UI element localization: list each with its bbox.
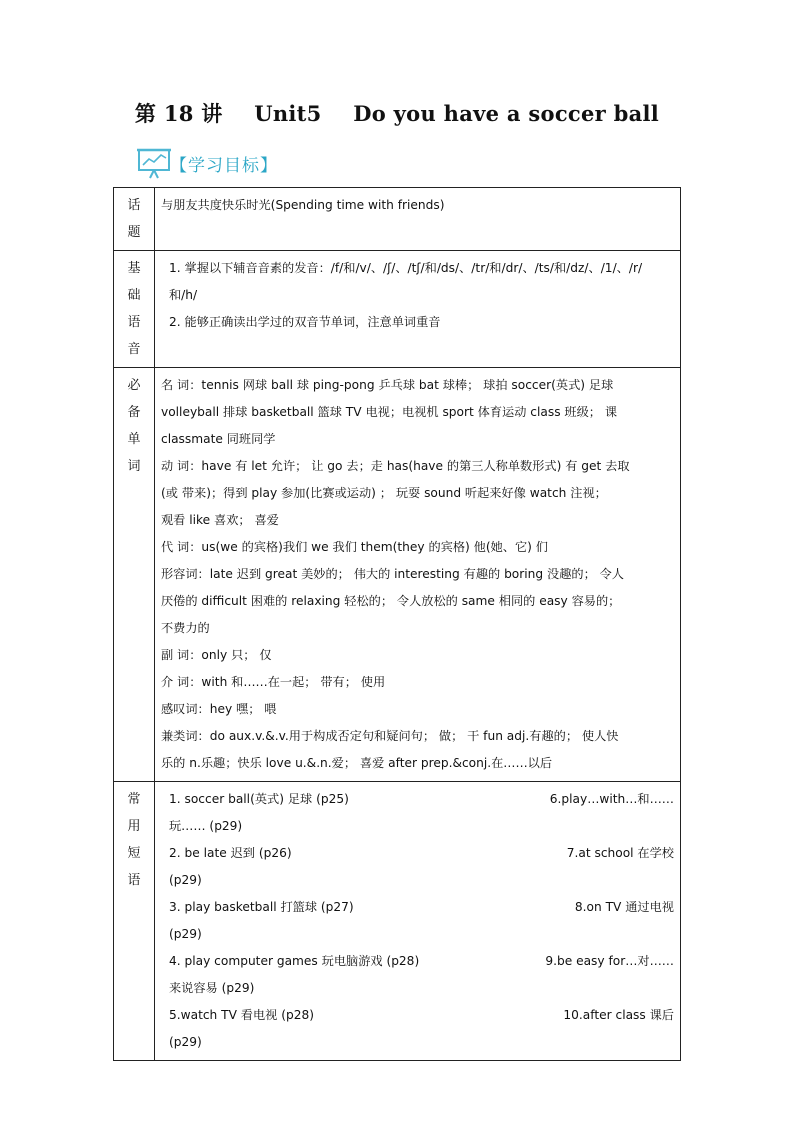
- vocab-line: 感叹词：hey 嘿； 喂: [161, 702, 277, 716]
- page-title: [0, 98, 794, 128]
- vocab-row-label: 必 备 单 词: [114, 368, 155, 782]
- unit-label: Unit5: [254, 101, 322, 126]
- vocab-line: 动 词：have 有 let 允许； 让 go 去；走 has(have 的第三人称单数形式) 有 get 去取: [161, 459, 630, 473]
- vocab-line: volleyball 排球 basketball 篮球 TV 电视；电视机 sport 体育运动 class 班级； 课: [161, 405, 618, 419]
- phonetics-row-label: 基 础 语 音: [114, 251, 155, 368]
- study-table: [113, 187, 681, 1061]
- phrase-continuation: 玩…… (p29): [169, 819, 243, 833]
- vocab-line: 乐的 n.乐趣；快乐 love u.&.n.爱； 喜爱 after prep.&conj.在……以后: [161, 756, 553, 770]
- phrase-line: 3. play basketball 打篮球 (p27) 8.on TV 通过电视: [169, 900, 674, 914]
- phrases-row: [114, 782, 681, 1061]
- vocab-line: 介 词：with 和……在一起； 带有； 使用: [161, 675, 386, 689]
- topic-text: 与朋友共度快乐时光(Spending time with friends): [161, 198, 445, 212]
- phrase-line: 2. be late 迟到 (p26) 7.at school 在学校: [169, 846, 674, 860]
- phonetics-line: 和/h/: [169, 288, 198, 302]
- phrase-line: 5.watch TV 看电视 (p28) 10.after class 课后: [169, 1008, 674, 1022]
- phonetics-line: 2. 能够正确读出学过的双音节单词，注意单词重音: [169, 315, 441, 329]
- phrase-continuation: (p29): [169, 1035, 202, 1049]
- vocab-line: 副 词：only 只； 仅: [161, 648, 272, 662]
- phonetics-line: 1. 掌握以下辅音音素的发音：/f/和/v/、/ʃ/、/tʃ/和/ds/、/tr/和/dr/、/ts/和/dz/、/1/、/r/: [169, 261, 643, 275]
- unit-topic: Do you have a soccer ball: [353, 101, 660, 126]
- vocab-line: 兼类词：do aux.v.&.v.用于构成否定句和疑问句； 做； 干 fun adj.有趣的； 使人快: [161, 729, 619, 743]
- topic-row: [114, 188, 681, 251]
- vocab-line: (或 带来)；得到 play 参加(比赛或运动) ； 玩耍 sound 听起来好像 watch 注视；: [161, 486, 607, 500]
- vocab-row-content: [155, 368, 681, 782]
- vocab-line: 观看 like 喜欢； 喜爱: [161, 513, 279, 527]
- vocab-line: 不费力的: [161, 621, 210, 635]
- phrase-line: 4. play computer games 玩电脑游戏 (p28) 9.be easy for…对……: [169, 954, 674, 968]
- vocab-row: [114, 368, 681, 782]
- learning-goals-label: 【学习目标】: [170, 155, 278, 176]
- phonetics-row: [114, 251, 681, 368]
- vocab-line: classmate 同班同学: [161, 432, 276, 446]
- phrases-row-label: 常 用 短 语: [114, 782, 155, 1061]
- topic-row-label: 话 题: [114, 188, 155, 251]
- phrase-continuation: (p29): [169, 873, 202, 887]
- vocab-line: 代 词：us(we 的宾格)我们 we 我们 them(they 的宾格) 他(她、它) 们: [161, 540, 548, 554]
- phrases-row-content: [155, 782, 681, 1061]
- vocab-line: 形容词：late 迟到 great 美妙的； 伟大的 interesting 有趣的 boring 没趣的； 令人: [161, 567, 624, 581]
- lecture-number: 第 18 讲: [134, 101, 223, 126]
- phrase-continuation: (p29): [169, 927, 202, 941]
- phrase-continuation: 来说容易 (p29): [169, 981, 255, 995]
- phonetics-row-content: [155, 251, 681, 368]
- vocab-line: 厌倦的 difficult 困难的 relaxing 轻松的； 令人放松的 same 相同的 easy 容易的；: [161, 594, 621, 608]
- phrase-line: 1. soccer ball(英式) 足球 (p25) 6.play…with…和……: [169, 792, 674, 806]
- vocab-line: 名 词：tennis 网球 ball 球 ping-pong 乒乓球 bat 球棒； 球拍 soccer(英式) 足球: [161, 378, 614, 392]
- learning-goals-header: [136, 143, 278, 183]
- topic-row-content: [155, 188, 681, 251]
